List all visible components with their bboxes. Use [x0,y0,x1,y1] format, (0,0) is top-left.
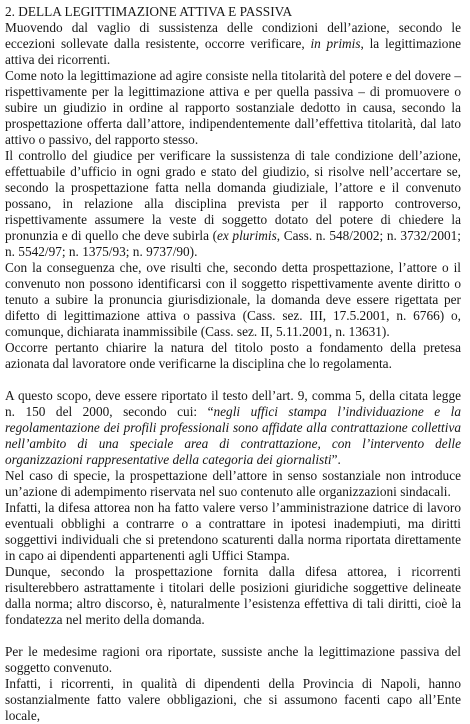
paragraph-10: Per le medesime ragioni ora riportate, sussiste anche la legittimazione passiva del soggetto convenuto. [5,644,461,675]
section-heading: 2. DELLA LEGITTIMAZIONE ATTIVA E PASSIVA [5,4,293,19]
paragraph-8: Infatti, la difesa attorea non ha fatto valere verso l’amministrazione datrice di lavoro eventuali obblighi a contrarre o a contrattare in ipotesi inadempiuti, ma diritti soggettivi individuali che si pretendono scaturenti dalla norma riportata direttamente in capo ai dipendenti appartenenti agli Uffici Stampa. [5,500,461,563]
paragraph-1-text-a: Muovendo dal vaglio di sussistenza delle condizioni dell’azione, secondo le eccezioni sollevate dalla resistente, occorre verificare, [5,20,461,51]
paragraph-3-text-c: , Cass. n. 548/2002; n. 3732/2001; n. 5542/97; n. 1375/93; n. 9737/90). [5,228,462,259]
paragraph-gap [5,628,461,644]
paragraph-3-text-a: Il controllo del giudice per verificare la sussistenza di tale condizione dell’azione, effettuabile d’ufficio in ogni grado e stato del giudizio, si risolve nell’accertare se, secondo la prospettazione fatta nella domanda giudiziale, l’attore e il convenuto possano, in relazione alla disciplina prevista per il rapporto controverso, rispettivamente assumere la veste di soggetto dotato del potere di chiedere la pronunzia e di quello che deve subirla ( [5,148,461,243]
paragraph-3 [5,148,461,260]
paragraph-3-italic: ex plurimis [217,228,277,243]
paragraph-6 [5,388,461,468]
paragraph-1-text-c: , la legittimazione attiva dei ricorrenti. [5,36,462,67]
paragraph-7: Nel caso di specie, la prospettazione dell’attore in senso sostanziale non introduce un’azione di adempimento riservata nel suo contenuto alle organizzazioni sindacali. [5,468,461,499]
paragraph-5: Occorre pertanto chiarire la natura del titolo posto a fondamento della pretesa azionata dal lavoratore onde verificarne la disciplina che lo regolamenta. [5,340,461,371]
paragraph-6-text-c: ”. [331,452,341,467]
paragraph-9: Dunque, secondo la prospettazione fornita dalla difesa attorea, i ricorrenti risulterebbero astrattamente i titolari delle posizioni giuridiche soggettive delineate dalla norma; altro discorso, è, naturalmente l’esistenza effettiva di tali diritti, cioè la fondatezza nel merito della domanda. [5,564,461,627]
paragraph-1 [5,20,461,68]
paragraph-11: Infatti, i ricorrenti, in qualità di dipendenti della Provincia di Napoli, hanno sostanzialmente fatto valere obbligazioni, che si assumono facenti capo all’Ente locale, [5,676,461,723]
paragraph-2: Come noto la legittimazione ad agire consiste nella titolarità del potere e del dovere – rispettivamente per la legittimazione attiva e per quella passiva – di promuovere o subire un giudizio in ordine al rapporto sostanziale dedotto in causa, secondo la prospettazione offerta dall’attore, indipendentemente dall’effettiva titolarità, dal lato attivo o passivo, del rapporto stesso. [5,68,461,147]
paragraph-4: Con la conseguenza che, ove risulti che, secondo detta prospettazione, l’attore o il convenuto non possono identificarsi con il soggetto rispettivamente avente diritto o tenuto a subire la pronuncia giurisdizionale, la domanda deve essere rigettata per difetto di legittimazione attiva o passiva (Cass. sez. III, 17.5.2001, n. 6766) o, comunque, dichiarata inammissibile (Cass. sez. II, 5.11.2001, n. 13631). [5,260,461,339]
paragraph-6-quote: negli uffici stampa l’individuazione e la regolamentazione dei profili professionali sono affidate alla contrattazione collettiva nell’ambito di una speciale area di contrattazione, con l’intervento delle organizzazioni rappresentative della categoria dei giornalisti [5,404,461,467]
document-body [5,4,461,724]
paragraph-gap [5,372,461,388]
paragraph-1-italic: in primis [310,36,361,51]
paragraph-6-text-a: A questo scopo, deve essere riportato il testo dell’art. 9, comma 5, della citata legge n. 150 del 2000, secondo cui: “ [5,388,461,419]
